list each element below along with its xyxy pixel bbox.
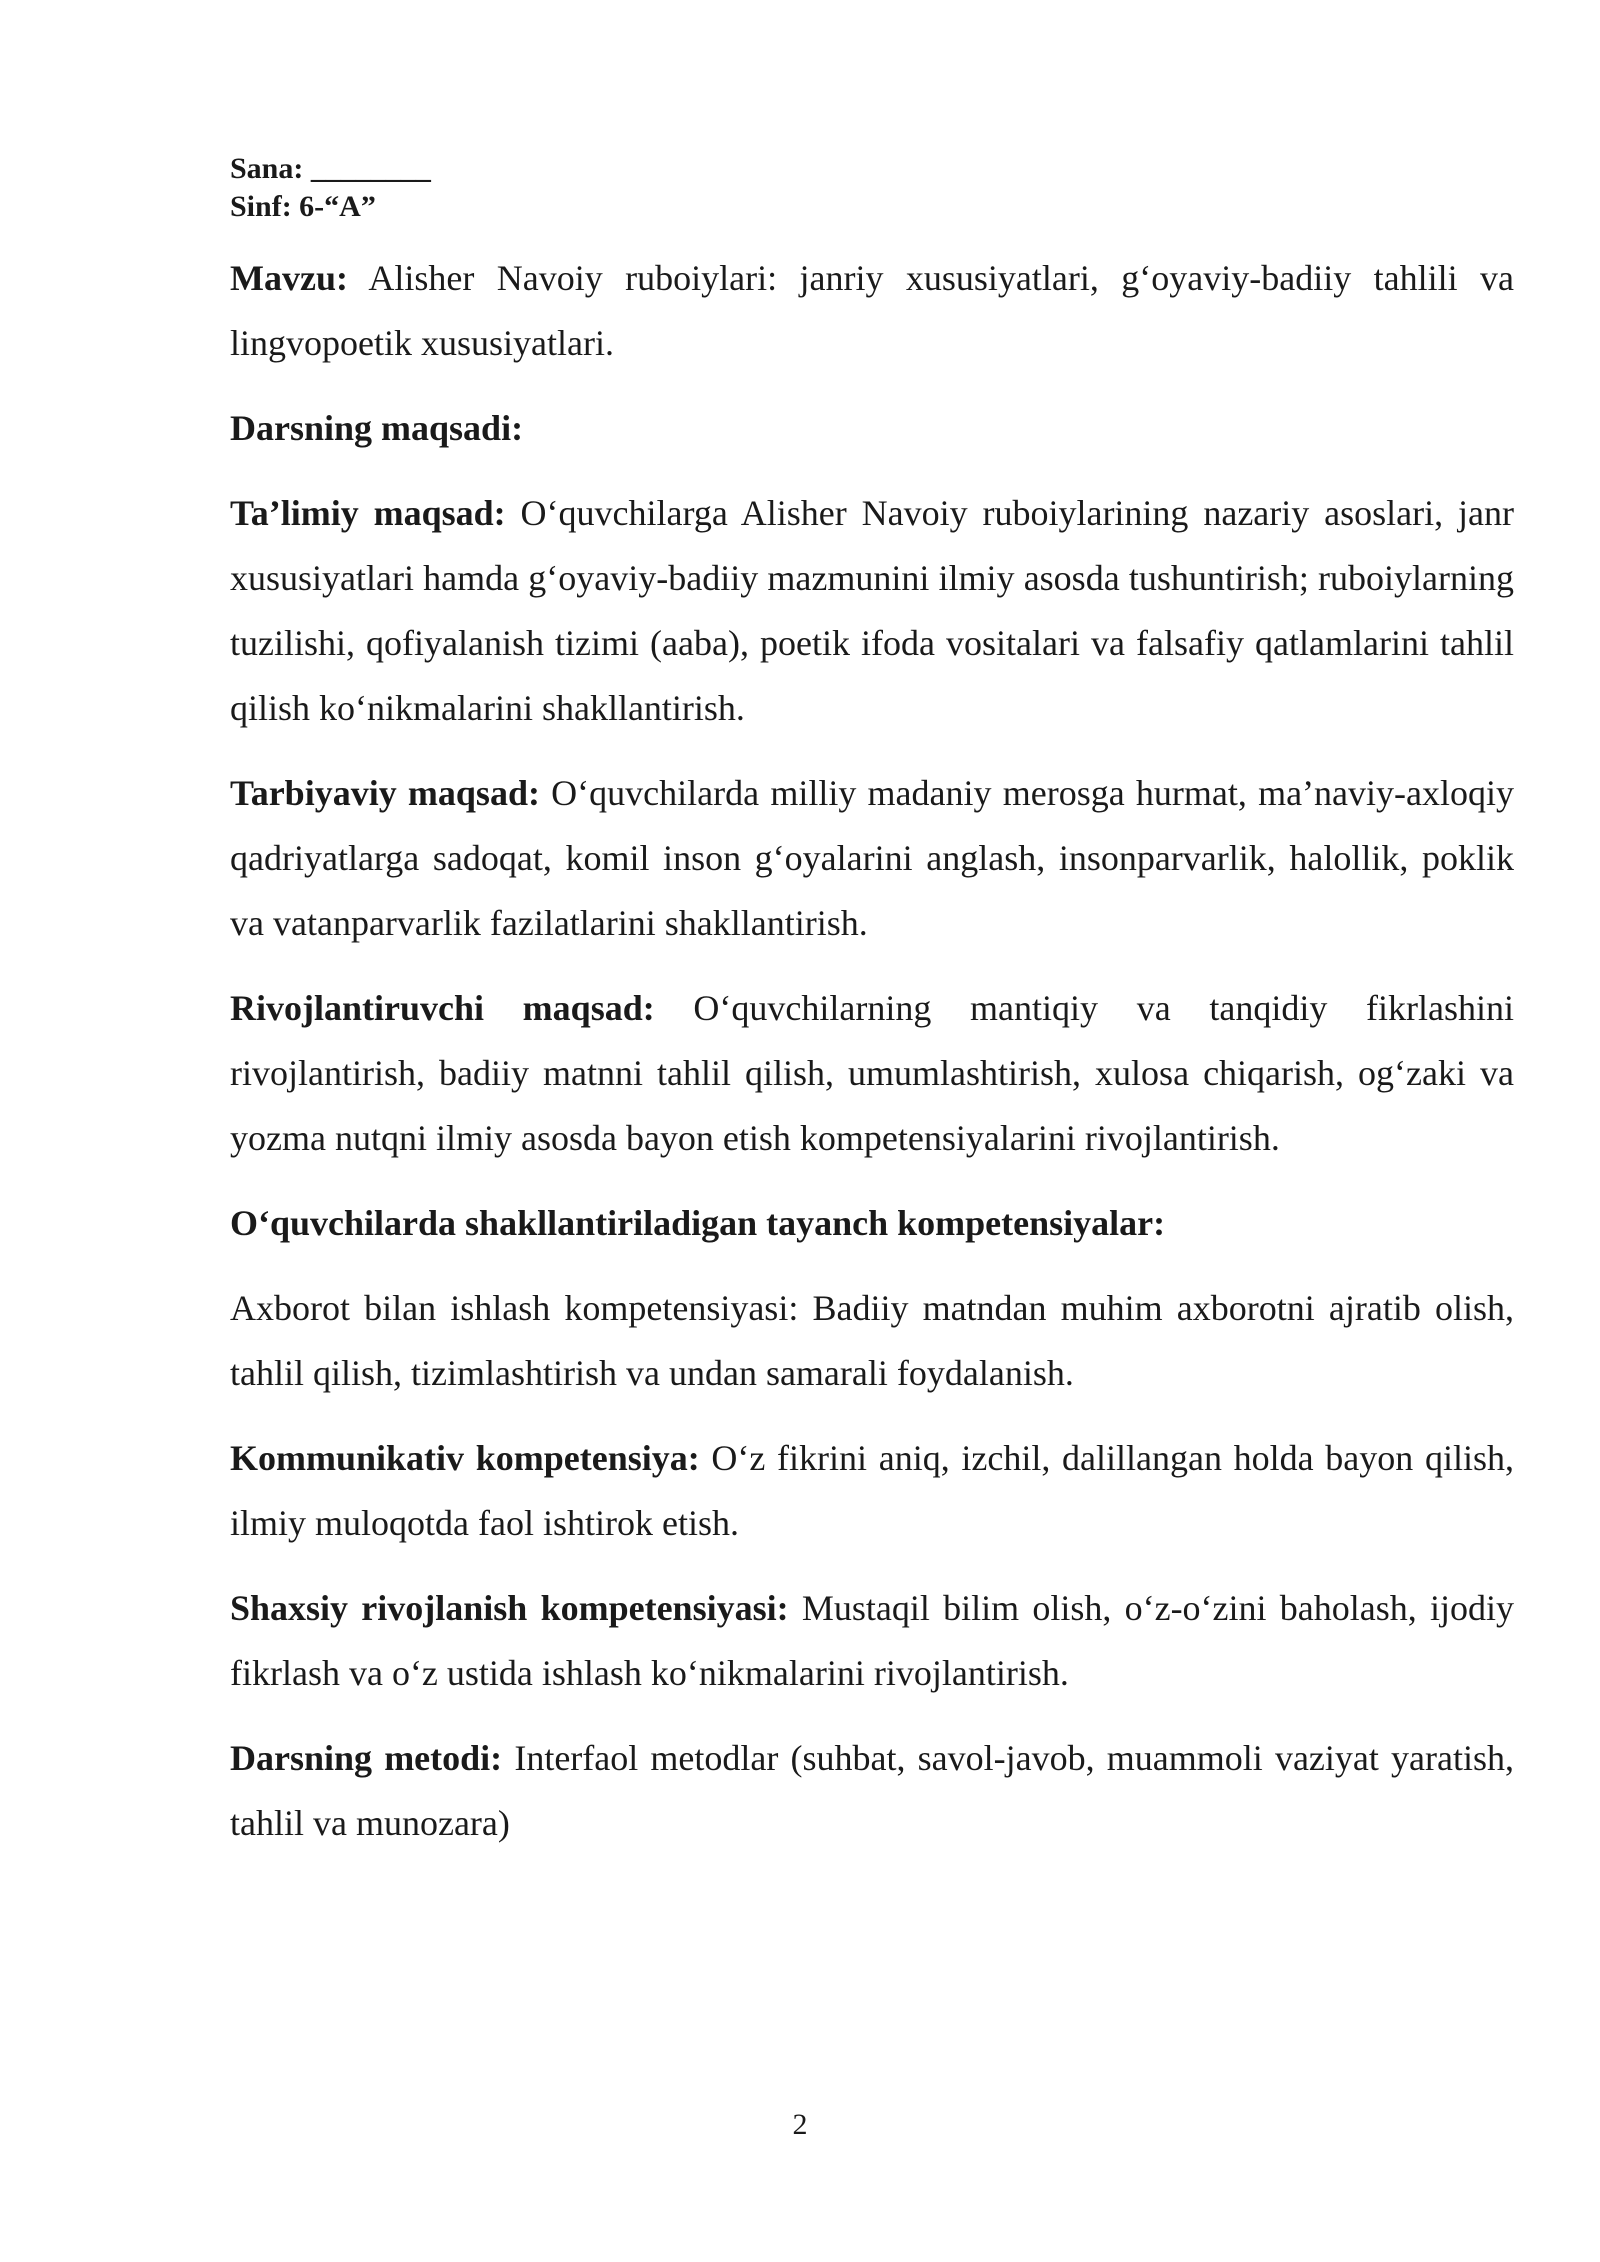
upbringing-goal-label: Tarbiyaviy maqsad: (230, 773, 540, 813)
method-label: Darsning metodi: (230, 1738, 503, 1778)
topic-label: Mavzu: (230, 258, 348, 298)
personal-competency-paragraph (230, 1576, 1514, 1706)
personal-competency-label: Shaxsiy rivojlanish kompetensiyasi: (230, 1588, 789, 1628)
date-line: Sana: ________ (230, 152, 431, 185)
topic-paragraph (230, 246, 1514, 376)
competencies-heading: O‘quvchilarda shakllantiriladigan tayanch kompetensiyalar: (230, 1203, 1166, 1243)
developmental-goal-paragraph (230, 976, 1514, 1171)
info-competency-paragraph: Axborot bilan ishlash kompetensiyasi: Badiiy matndan muhim axborotni ajratib olish, tahlil qilish, tizimlashtirish va undan samarali foydalanish. (230, 1288, 1514, 1393)
method-paragraph (230, 1726, 1514, 1856)
document-page (230, 150, 1514, 1856)
educational-goal-text: O‘quvchilarga Alisher Navoiy ruboiylarining nazariy asoslari, janr xususiyatlari hamda g‘oyaviy-badiiy mazmunini ilmiy asosda tushuntirish; ruboiylarning tuzilishi, qofiyalanish tizimi (aaba), poetik ifoda vositalari va falsafiy qatlamlarini tahlil qilish ko‘nikmalarini shakllantirish. (230, 493, 1515, 728)
upbringing-goal-paragraph (230, 761, 1514, 956)
educational-goal-label: Ta’limiy maqsad: (230, 493, 506, 533)
upbringing-goal-text: O‘quvchilarda milliy madaniy merosga hurmat, ma’naviy-axloqiy qadriyatlarga sadoqat, komil inson g‘oyalarini anglash, insonparvarlik, halollik, poklik va vatanparvarlik fazilatlarini shakllantirish. (230, 773, 1515, 943)
page-number: 2 (792, 2108, 808, 2141)
lesson-meta (230, 150, 1514, 226)
educational-goal-paragraph (230, 481, 1514, 741)
topic-text: Alisher Navoiy ruboiylari: janriy xususiyatlari, g‘oyaviy-badiiy tahlili va lingvopoetik xususiyatlari. (230, 258, 1514, 363)
method-text: Interfaol metodlar (suhbat, savol-javob, muammoli vaziyat yaratish, tahlil va munozara) (230, 1738, 1515, 1843)
class-line: Sinf: 6-“A” (230, 190, 376, 223)
communicative-competency-label: Kommunikativ kompetensiya: (230, 1438, 700, 1478)
developmental-goal-label: Rivojlantiruvchi maqsad: (230, 988, 655, 1028)
communicative-competency-text: O‘z fikrini aniq, izchil, dalillangan holda bayon qilish, ilmiy muloqotda faol ishtirok etish. (230, 1438, 1514, 1543)
communicative-competency-paragraph (230, 1426, 1514, 1556)
developmental-goal-text: O‘quvchilarning mantiqiy va tanqidiy fikrlashini rivojlantirish, badiiy matnni tahlil qilish, umumlashtirish, xulosa chiqarish, og‘zaki va yozma nutqni ilmiy asosda bayon etish kompetensiyalarini rivojlantirish. (230, 988, 1514, 1158)
personal-competency-text: Mustaqil bilim olish, o‘z-o‘zini baholash, ijodiy fikrlash va o‘z ustida ishlash ko‘nikmalarini rivojlantirish. (230, 1588, 1514, 1693)
goals-heading: Darsning maqsadi: (230, 408, 524, 448)
